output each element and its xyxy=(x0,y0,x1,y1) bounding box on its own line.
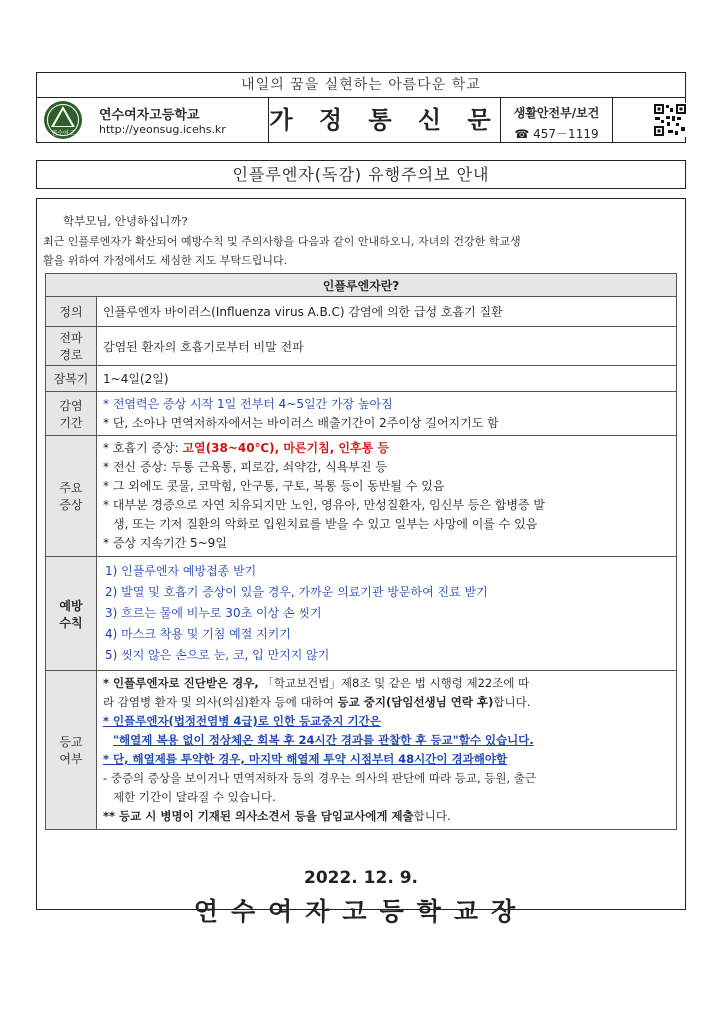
attendance-text xyxy=(97,671,677,830)
label-contagious xyxy=(46,392,97,436)
contagious-line-1: * 전염력은 증상 시작 1일 전부터 4~5일간 가장 높아짐 xyxy=(103,396,393,411)
label-attendance-1: 등교 xyxy=(59,735,83,749)
prevention-list xyxy=(97,557,677,671)
label-contagious-1: 감염 xyxy=(59,398,83,413)
label-attendance xyxy=(46,671,97,830)
table-heading: 인플루엔자란? xyxy=(46,274,677,297)
department-phone: ☎ 457－1119 xyxy=(514,127,599,141)
prevention-item: 1) 인플루엔자 예방접종 받기 xyxy=(105,564,257,578)
attendance-line-2 xyxy=(103,693,670,712)
label-prevention-2: 수칙 xyxy=(59,615,83,630)
prevention-item: 5) 씻지 않은 손으로 눈, 코, 입 만지지 않기 xyxy=(105,648,330,662)
row-incubation xyxy=(46,366,677,392)
incubation-text: 1~4일(2일) xyxy=(97,366,677,392)
row-prevention xyxy=(46,557,677,671)
symptoms-line-5: 생, 또는 기저 질환의 악화로 입원치료를 받을 수 있고 일부는 사망에 이를 수 있음 xyxy=(113,517,538,531)
row-attendance xyxy=(46,671,677,830)
label-symptoms xyxy=(46,436,97,557)
prevention-item: 2) 발열 및 호흡기 증상이 있을 경우, 가까운 의료기관 방문하여 진료 받기 xyxy=(105,585,488,599)
school-url[interactable]: http://yeonsug.icehs.kr xyxy=(99,123,226,136)
symptoms-line-2: * 전신 증상: 두통 근육통, 피로감, 쇠약감, 식욕부진 등 xyxy=(103,460,387,474)
school-motto: 내일의 꿈을 실현하는 아름다운 학교 xyxy=(36,72,686,98)
label-contagious-2: 기간 xyxy=(59,415,83,430)
attendance-line-7: 제한 기간이 달라질 수 있습니다. xyxy=(113,790,276,804)
symptoms-line-1-prefix: * 호흡기 증상: xyxy=(103,441,183,455)
label-attendance-2: 여부 xyxy=(59,752,83,766)
symptoms-line-3: * 그 외에도 콧물, 코막힘, 안구통, 구토, 복통 등이 동반될 수 있음 xyxy=(103,479,445,493)
symptoms-line-1 xyxy=(103,439,670,458)
contagious-text xyxy=(97,392,677,436)
label-prevention-1: 예방 xyxy=(59,598,83,613)
attendance-line-1a: * 인플루엔자로 진단받은 경우, xyxy=(103,676,259,690)
attendance-line-5: * 단, 해열제를 투약한 경우, 마지막 해열제 투약 시점부터 48시간이 경과해야함 xyxy=(103,752,508,766)
notice-body xyxy=(36,198,686,910)
attendance-line-3: * 인플루엔자(법정전염병 4급)로 인한 등교중지 기간은 xyxy=(103,714,381,728)
attendance-line-2a: 라 감염병 환자 및 의사(의심)환자 등에 대하여 xyxy=(103,695,338,709)
contagious-line-2: * 단, 소아나 면역저하자에서는 바이러스 배출기간이 2주이상 길어지기도 함 xyxy=(103,415,499,430)
attendance-line-4: "해열제 복용 없이 정상체온 회복 후 24시간 경과를 관찰한 후 등교"할수 있습니다. xyxy=(113,733,534,747)
attendance-line-6: - 중증의 증상을 보이거나 면역저하자 등의 경우는 의사의 판단에 따라 등교, 등원, 출근 xyxy=(103,771,537,785)
intro-line-1: 최근 인플루엔자가 확산되어 예방수칙 및 주의사항을 다음과 같이 안내하오니, 자녀의 건강한 학교생 xyxy=(43,235,521,248)
transmission-text: 감염된 환자의 호흡기로부터 비말 전파 xyxy=(97,327,677,366)
prevention-item: 4) 마스크 착용 및 기침 예절 지키기 xyxy=(105,627,291,641)
department-name: 생활안전부/보건 xyxy=(513,106,600,120)
intro-line-2: 활을 위하여 가정에서도 세심한 지도 부탁드립니다. xyxy=(43,254,288,267)
symptoms-line-4: * 대부분 경증으로 자연 치유되지만 노인, 영유아, 만성질환자, 임신부 등은 합병증 발 xyxy=(103,498,545,512)
symptoms-highlight: 고열(38~40℃), 마른기침, 인후통 등 xyxy=(182,441,389,455)
label-definition: 정의 xyxy=(46,297,97,327)
label-transmission-2: 경로 xyxy=(59,348,83,362)
school-name: 연수여자고등학교 xyxy=(99,108,200,123)
label-prevention xyxy=(46,557,97,671)
issue-date: 2022. 12. 9. xyxy=(303,868,418,888)
document-title: 가 정 통 신 문 xyxy=(269,98,501,142)
table-heading-row xyxy=(46,274,677,297)
notice-title: 인플루엔자(독감) 유행주의보 안내 xyxy=(36,160,686,189)
svg-text:연수여고: 연수여고 xyxy=(51,130,75,137)
row-symptoms xyxy=(46,436,677,557)
attendance-line-1 xyxy=(103,674,670,693)
label-symptoms-1: 주요 xyxy=(59,481,83,495)
symptoms-text xyxy=(97,436,677,557)
row-definition xyxy=(46,297,677,327)
label-incubation: 잠복기 xyxy=(46,366,97,392)
attendance-line-8b: 합니다. xyxy=(413,809,451,823)
attendance-line-2c: 합니다. xyxy=(493,695,531,709)
department-info xyxy=(501,98,613,142)
row-transmission xyxy=(46,327,677,366)
intro-greeting: 학부모님, 안녕하십니까? xyxy=(63,214,188,228)
symptoms-line-6: * 증상 지속기간 5~9일 xyxy=(103,536,227,550)
principal-signature: 연수여자고등학교장 xyxy=(193,897,529,926)
row-contagious xyxy=(46,392,677,436)
attendance-line-1b: 「학교보건법」제8조 및 같은 법 시행령 제22조에 따 xyxy=(262,676,530,690)
definition-text: 인플루엔자 바이러스(Influenza virus A.B.C) 감염에 의한 급성 호흡기 질환 xyxy=(97,297,677,327)
letter-header xyxy=(36,97,686,143)
label-symptoms-2: 증상 xyxy=(59,498,83,512)
school-logo-icon xyxy=(43,100,83,140)
label-transmission xyxy=(46,327,97,366)
prevention-item: 3) 흐르는 물에 비누로 30초 이상 손 씻기 xyxy=(105,606,322,620)
school-info xyxy=(37,98,269,142)
attendance-suspension: 등교 중지(담임선생님 연락 후) xyxy=(337,695,494,709)
qr-code[interactable] xyxy=(613,98,685,142)
influenza-info-table xyxy=(45,273,677,830)
qr-code-icon xyxy=(653,103,687,137)
label-transmission-1: 전파 xyxy=(59,331,83,345)
attendance-line-8 xyxy=(103,807,670,826)
attendance-line-8a: ** 등교 시 병명이 기재된 의사소견서 등을 담임교사에게 제출 xyxy=(103,809,414,823)
